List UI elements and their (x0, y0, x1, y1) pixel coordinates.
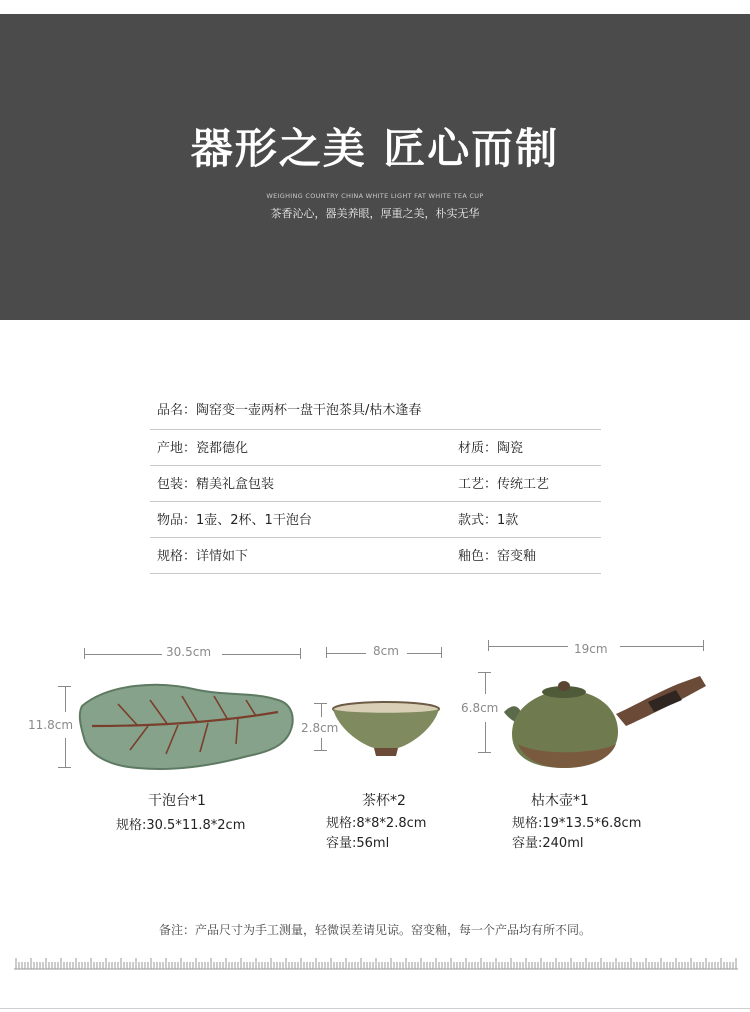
spec-row (150, 394, 601, 430)
spec-origin: 产地：瓷都德化 (157, 441, 249, 456)
spec-row (150, 430, 601, 466)
cup-capacity: 容量:56ml (326, 836, 390, 851)
dimension-tick (703, 640, 704, 651)
dimension-line (326, 653, 366, 654)
spec-craft: 工艺：传统工艺 (458, 477, 550, 492)
tray-name: 干泡台*1 (148, 793, 206, 809)
banner-subtitle-cn: 茶香沁心，器美养眼，厚重之美，朴实无华 (270, 207, 480, 220)
spec-glaze: 釉色：窑变釉 (458, 549, 537, 564)
spec-material: 材质：陶瓷 (458, 441, 524, 456)
spec-items: 物品：1壶、2杯、1干泡台 (157, 513, 312, 528)
dimension-line (321, 703, 322, 717)
spec-product-name: 品名：陶窑变一壶两杯一盘干泡茶具/枯木逢春 (157, 403, 422, 418)
cup-spec: 规格:8*8*2.8cm (326, 816, 427, 831)
teapot-image (498, 664, 710, 774)
dimension-line (321, 738, 322, 750)
dimension-tick (314, 750, 327, 751)
dimension-line (485, 672, 486, 694)
spec-packaging: 包装：精美礼盒包装 (157, 477, 275, 492)
cup-name: 茶杯*2 (362, 793, 406, 809)
tray-width-label: 30.5cm (166, 645, 212, 659)
dimension-line (407, 653, 441, 654)
tray-image (78, 678, 300, 774)
spec-style: 款式：1款 (458, 513, 519, 528)
cup-image (330, 700, 442, 758)
dimension-tick (58, 767, 71, 768)
dimension-line (222, 654, 300, 655)
dimension-line (488, 646, 568, 647)
pot-name: 枯木壶*1 (531, 793, 589, 809)
tray-height-label: 11.8cm (28, 718, 74, 732)
cup-height-label: 2.8cm (301, 721, 339, 735)
cup-width-label: 8cm (373, 644, 399, 658)
pot-height-label: 6.8cm (461, 701, 499, 715)
pot-width-label: 19cm (574, 642, 608, 656)
dimension-line (485, 722, 486, 752)
dimension-tick (478, 752, 491, 753)
hero-banner (0, 14, 750, 320)
spec-table (150, 394, 601, 574)
pot-spec: 规格:19*13.5*6.8cm (512, 816, 642, 831)
dimension-line (65, 738, 66, 767)
spec-row (150, 538, 601, 574)
spec-row (150, 466, 601, 502)
dimension-line (84, 654, 162, 655)
spec-row (150, 502, 601, 538)
spec-size: 规格：详情如下 (157, 549, 249, 564)
dimension-line (65, 686, 66, 712)
bottom-divider (0, 1008, 750, 1009)
pot-capacity: 容量:240ml (512, 836, 584, 851)
dimension-tick (441, 647, 442, 658)
tray-spec: 规格:30.5*11.8*2cm (116, 818, 246, 833)
banner-title: 器形之美 匠心而制 (190, 124, 560, 173)
decorative-ruler (14, 957, 738, 975)
footnote: 备注：产品尺寸为手工测量，轻微误差请见谅。窑变釉，每一个产品均有所不同。 (158, 923, 591, 937)
banner-subtitle-en: WEIGHING COUNTRY CHINA WHITE LIGHT FAT WHITE TEA CUP (266, 192, 484, 200)
dimension-tick (300, 648, 301, 659)
top-border (0, 0, 750, 14)
dimension-line (620, 646, 703, 647)
